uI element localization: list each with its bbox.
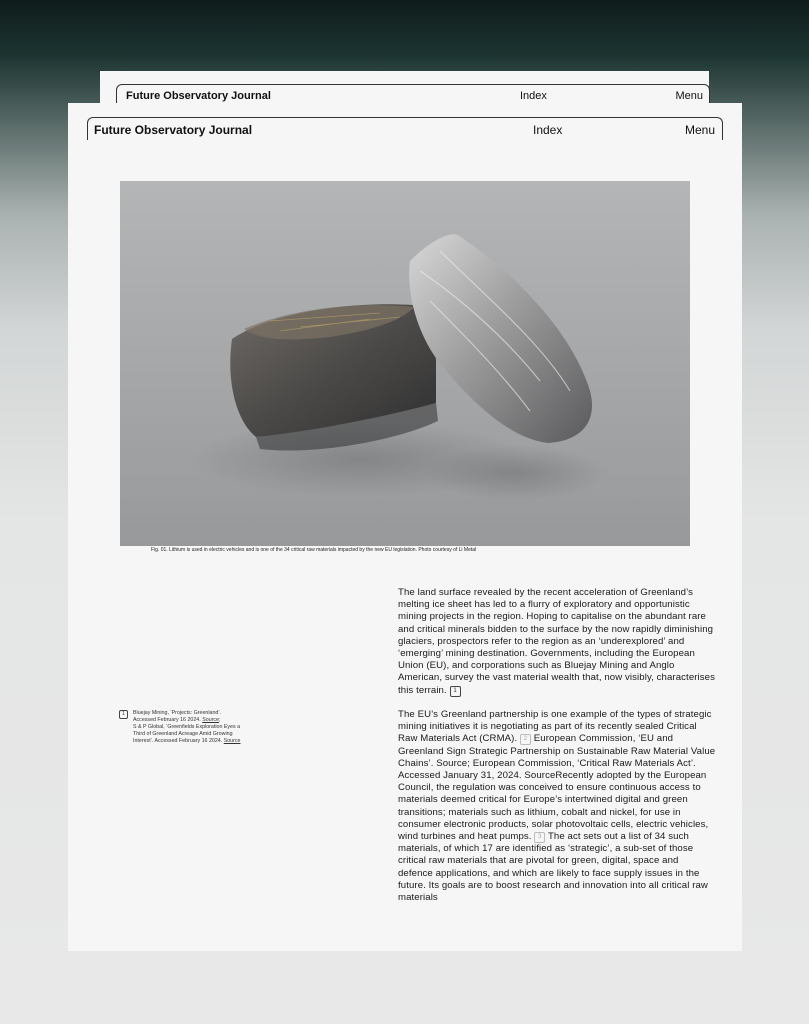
footnote-ref[interactable]: 1: [450, 686, 461, 697]
background-index-link[interactable]: Index: [520, 90, 547, 102]
sidenote-line-text: Interest’. Accessed February 16 2024.: [133, 738, 223, 744]
article-paragraph: [398, 587, 716, 697]
footnote-ref[interactable]: 2: [520, 734, 531, 745]
figure-caption: Fig. 01. Lithium is used in electric vehicles and is one of the 34 critical raw materials impacted by the new EU legislation. Photo courtesy of Li Metal: [151, 547, 477, 553]
footnote-ref[interactable]: 3: [534, 832, 545, 843]
sidenote-line: [133, 738, 259, 745]
background-nav-bar: [116, 84, 710, 105]
background-menu-button[interactable]: Menu: [675, 90, 703, 102]
menu-button[interactable]: Menu: [684, 123, 715, 137]
hero-image-lithium: [120, 181, 690, 546]
lithium-photo: [120, 181, 690, 546]
paragraph-text: European Commission, ‘EU and Greenland Sign Strategic Partnership on Sustainable Raw Material Value Chains’. Source; European Commission, ‘Critical Raw Materials Act’. Accessed January 31, 2024. SourceRecently adopted by the European Council, the regulation was conceived to ensure continuous access to materials deemed critical for Europe’s intertwined digital and green transitions; materials such as lithium, cobalt and nickel, for use in consumer electronic products, solar photovoltaic cells, electric vehicles, wind turbines and heat pumps.: [398, 733, 716, 843]
sidenote-source-link[interactable]: Source: [202, 717, 220, 723]
paragraph-text: The act sets out a list of 34 such materials, of which 17 are identified as ‘strategic’, a sub-set of those critical raw materials that are pivotal for green, digital, space and defence applications, and which are likely to face supply issues in the future. Its goals are to boost research and innovation into all critical raw materials: [398, 831, 708, 904]
sidenote-source-link[interactable]: Source: [223, 738, 241, 744]
paragraph-text: The land surface revealed by the recent acceleration of Greenland’s melting ice sheet has led to a flurry of exploratory and opportunistic mining projects in the region. Hoping to capitalise on the abundant rare and critical minerals bidden to the surface by the now rapidly diminishing glaciers, prospectors refer to the region as an ‘underexplored’ and ‘emerging’ mining destination. Governments, including the European Union (EU), and corporations such as Bluejay Mining and Anglo American, survey the vast material wealth that, now visibly, characterises this terrain.: [398, 587, 716, 696]
sidenote-line-text: Accessed February 16 2024.: [133, 717, 201, 723]
sidenote-line: Third of Greenland Acreage Amid Growing: [133, 731, 233, 737]
sidenote-text: [133, 710, 259, 745]
article-paragraph: [398, 709, 716, 904]
paragraph-text: The EU’s Greenland partnership is one example of the types of strategic mining initiatives it is negotiating as part of its recently sealed Critical Raw Materials Act (CRMA).: [398, 709, 712, 745]
journal-page: [68, 103, 742, 951]
sidenote-number[interactable]: 1: [119, 710, 128, 719]
sidenote-line: Accessed February 16 2024. Source;: [133, 717, 221, 723]
index-link[interactable]: Index: [533, 123, 563, 137]
brand-link[interactable]: Future Observatory Journal: [94, 123, 253, 137]
sidenote-line: Bluejay Mining, ‘Projects: Greenland’.: [133, 710, 222, 716]
sidenote-line: S & P Global, ‘Greenfields Exploration Eyes a: [133, 724, 241, 730]
nav-bar: [87, 117, 723, 140]
article-body: [398, 587, 716, 916]
sidenote: [119, 710, 259, 745]
background-brand-link[interactable]: Future Observatory Journal: [126, 90, 271, 102]
